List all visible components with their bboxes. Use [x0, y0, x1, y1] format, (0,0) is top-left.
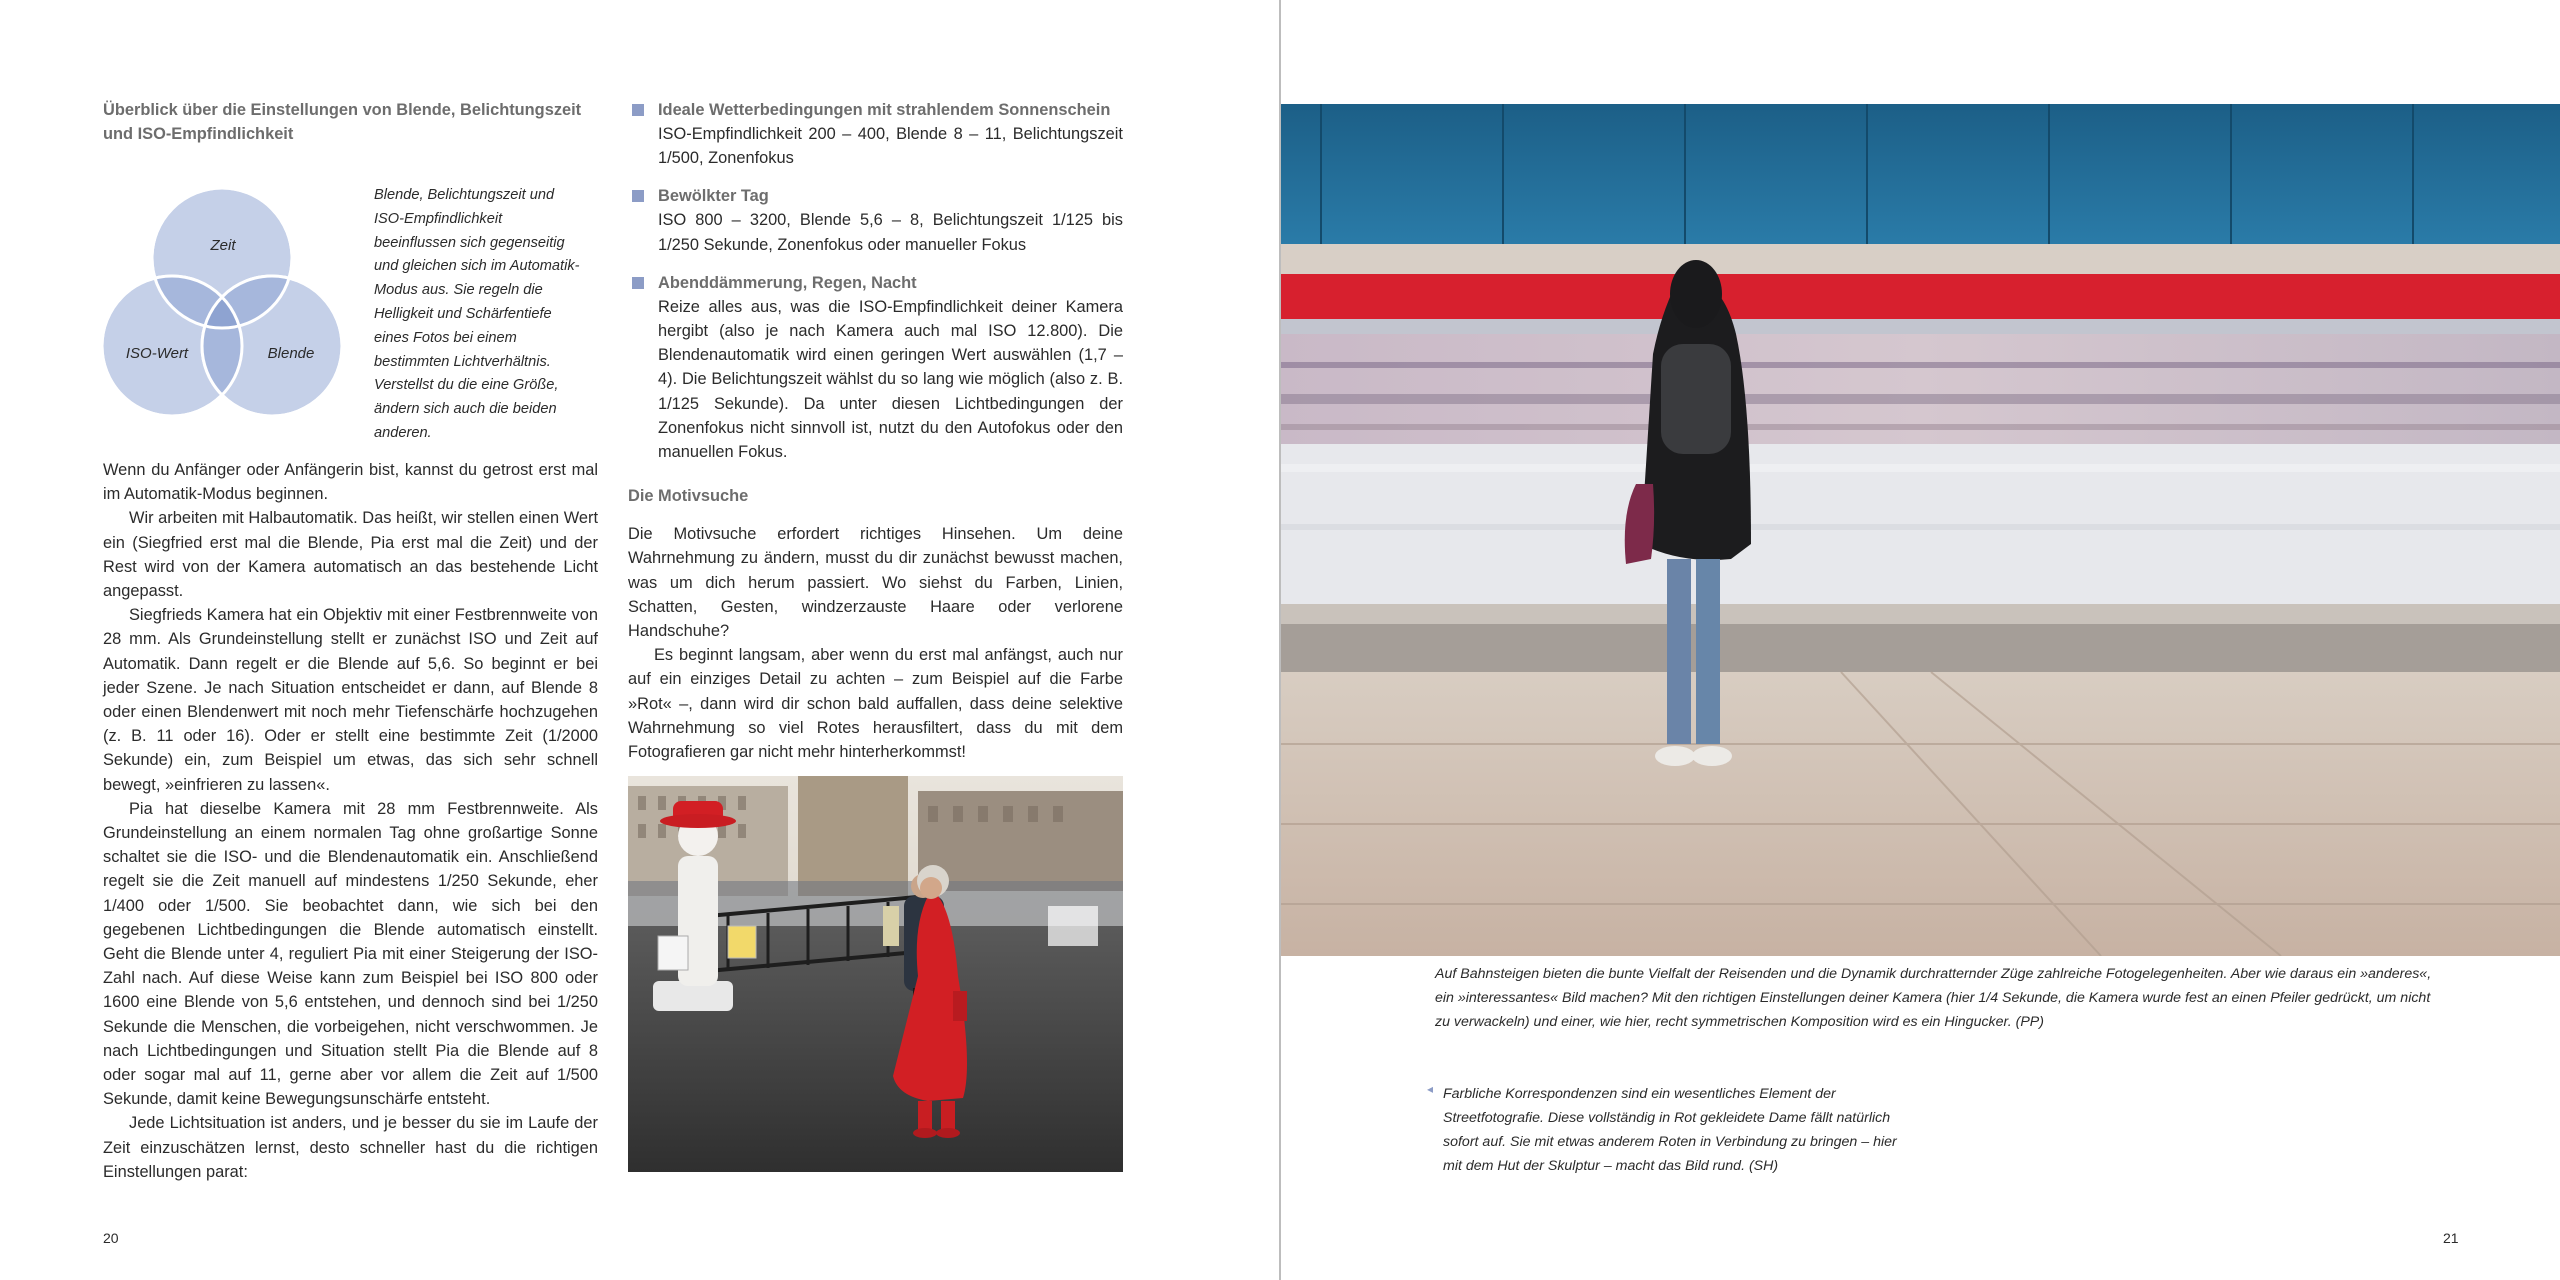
- page-number: 21: [2443, 1230, 2459, 1246]
- paragraph: Die Motivsuche erfordert richtiges Hinsehen. Um deine Wahrnehmung zu ändern, musst du dir zunächst bewusst machen, was um dich herum passiert. Wo siehst du Farben, Linien, Schatten, Gesten, windzerzauste Haare oder verlorene Handschuhe?: [628, 525, 1123, 641]
- photo-caption: [1435, 962, 2435, 1034]
- left-column-body: [103, 458, 598, 1184]
- bullet-text: ISO-Empfindlichkeit 200 – 400, Blende 8 – 11, Belichtungszeit 1/500, Zonenfokus: [658, 125, 1123, 168]
- venn-label-time: Zeit: [210, 237, 236, 254]
- right-page: [1281, 0, 2560, 1280]
- left-page: [0, 0, 1279, 1280]
- paragraph: Jede Lichtsituation ist anders, und je besser du sie im Laufe der Zeit einzuschätzen lernst, desto schneller hast du die richtigen Einstellungen parat:: [103, 1114, 598, 1181]
- venn-caption: Blende, Belichtungszeit und ISO-Empfindlichkeit beeinflussen sich gegenseitig und gleichen sich im Automatik-Modus aus. Sie regeln die Helligkeit und Schärfentiefe eines Fotos bei einem bestimmten Lichtverhältnis. Verstellst du die eine Größe, ändern sich auch die beiden anderen.: [374, 187, 580, 441]
- triangle-left-icon: ◂: [1427, 1082, 1434, 1096]
- train-platform-photo: [1281, 104, 2560, 956]
- paragraph: Wenn du Anfänger oder Anfängerin bist, kannst du getrost erst mal im Automatik-Modus beginnen.: [103, 461, 598, 504]
- paragraph: Es beginnt langsam, aber wenn du erst mal anfängst, auch nur auf ein einziges Detail zu achten – zum Beispiel auf die Farbe »Rot« –, dann wird dir schon bald auffallen, dass deine selektive Wahrnehmung so viel Rotes herausfiltert, dass du mit dem Fotografieren gar nicht mehr hinterherkommst!: [628, 646, 1123, 762]
- secondary-caption-text: Farbliche Korrespondenzen sind ein wesentliches Element der Streetfotografie. Diese vollständig in Rot gekleidete Dame fällt natürlich sofort auf. Sie mit etwas anderem Roten in Verbindung zu bringen – hier mit dem Hut der Skulptur – macht das Bild rund. (SH): [1443, 1086, 1897, 1174]
- left-column: [103, 98, 598, 146]
- settings-bullet: [628, 271, 1123, 464]
- motivsuche-heading: Die Motivsuche: [628, 487, 749, 506]
- venn-diagram: [100, 186, 350, 421]
- right-column: [628, 98, 1123, 764]
- secondary-caption: [1427, 1082, 1905, 1178]
- paragraph: Siegfrieds Kamera hat ein Objektiv mit einer Festbrennweite von 28 mm. Als Grundeinstellung stellt er zunächst ISO und Zeit auf Automatik. Dann regelt er die Blende auf 5,6. So beginnt er bei jeder Szene. Je nach Situation entscheidet er dann, auf Blende 8 oder einen Blendenwert mit noch mehr Tiefenschärfe hochzugehen (z. B. 11 oder 16). Oder er stellt eine bestimmte Zeit (1/2000 Sekunde) ein, zum Beispiel um etwas, das sich sehr schnell bewegt, »einfrieren zu lassen«.: [103, 606, 598, 794]
- bullet-square-icon: [632, 104, 644, 116]
- bullet-text: ISO 800 – 3200, Blende 5,6 – 8, Belichtungszeit 1/125 bis 1/250 Sekunde, Zonenfokus oder manueller Fokus: [658, 211, 1123, 254]
- bullet-title: Bewölkter Tag: [658, 187, 769, 206]
- bullet-title: Ideale Wetterbedingungen mit strahlendem Sonnenschein: [658, 101, 1111, 119]
- photo-caption-text: Auf Bahnsteigen bieten die bunte Vielfalt der Reisenden und die Dynamik durchratternder Züge zahlreiche Fotogelegenheiten. Aber wie daraus ein »anderes«, ein »interessantes« Bild machen? Mit den richtigen Einstellungen deiner Kamera (hier 1/4 Sekunde, die Kamera wurde fest an einen Pfeiler gedrückt, um nicht zu verwackeln) und einer, wie hier, recht symmetrischen Komposition wird es ein Hingucker. (PP): [1435, 966, 2432, 1030]
- bullet-title: Abenddämmerung, Regen, Nacht: [658, 273, 917, 292]
- venn-label-iso: ISO-Wert: [125, 345, 189, 362]
- venn-label-aperture: Blende: [267, 345, 315, 362]
- page-number: 20: [103, 1230, 119, 1246]
- bullet-text: Reize alles aus, was die ISO-Empfindlichkeit deiner Kamera hergibt (also je nach Kamera auch mal ISO 12.800). Die Blendenautomatik wird einen geringen Wert auswählen (1,7 – 4). Die Belichtungszeit wählst du so lang wie möglich (also z. B. 1/125 Sekunde). Da unter diesen Lichtbedingungen der Zonenfokus nicht sinnvoll ist, nutzt du den Autofokus oder den manuellen Fokus.: [658, 297, 1123, 462]
- settings-bullet: [628, 184, 1123, 256]
- settings-bullet: [628, 98, 1123, 170]
- paragraph: Pia hat dieselbe Kamera mit 28 mm Festbrennweite. Als Grundeinstellung an einem normalen Tag ohne großartige Sonne schaltet sie die ISO- und die Blendenautomatik ein. Anschließend regelt sie die Zeit manuell auf mindestens 1/250 Sekunde, eher 1/400 oder 1/500. Sie beobachtet dann, wie sich bei den gegebenen Lichtbedingungen die Blende automatisch einstellt. Geht die Blende unter 4, reguliert Pia mit einer Steigerung der ISO-Zahl nach. Auf diese Weise kann zum Beispiel bei ISO 800 oder 1600 eine Blende von 5,6 entstehen, und dennoch sind bei 1/250 Sekunde die Menschen, die vorbeigehen, nicht verschwommen. Je nach Lichtbedingungen und Situation stellt Pia die Blende auf 8 oder sogar mal auf 11, gerne aber vor allem die Zeit auf 1/500 Sekunde, damit keine Bewegungsunschärfe entsteht.: [103, 799, 598, 1109]
- section-heading: Überblick über die Einstellungen von Blende, Belichtungszeit und ISO-Empfindlichkeit: [103, 101, 582, 143]
- bullet-square-icon: [632, 277, 644, 289]
- bullet-square-icon: [632, 190, 644, 202]
- street-photo-red-lady: [628, 776, 1123, 1172]
- paragraph: Wir arbeiten mit Halbautomatik. Das heißt, wir stellen einen Wert ein (Siegfried erst mal die Blende, Pia erst mal die Zeit) und der Rest wird von der Kamera automatisch an das bestehende Licht angepasst.: [103, 509, 598, 601]
